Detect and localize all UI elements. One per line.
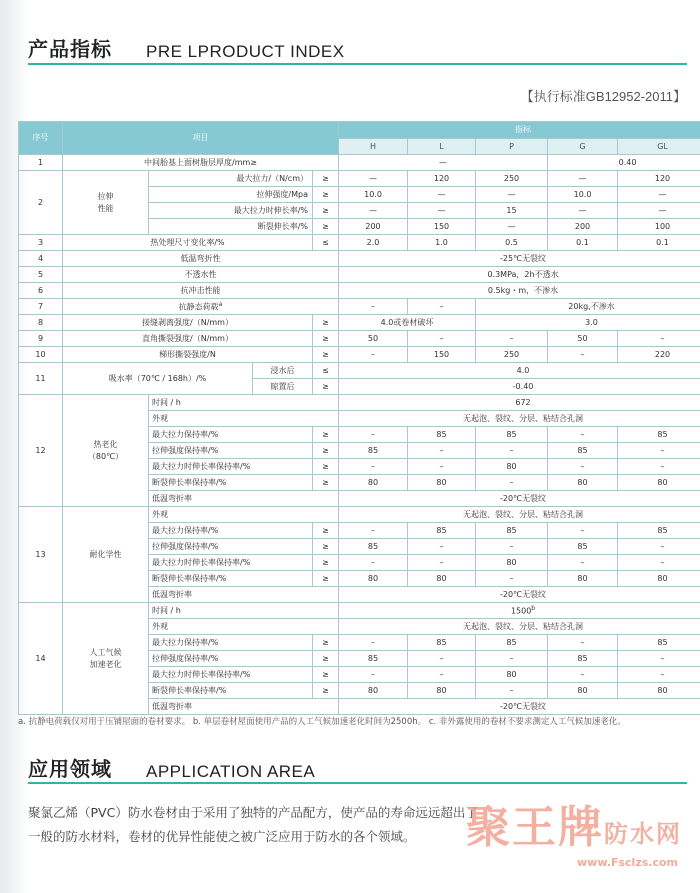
seq-cell: 4 bbox=[19, 251, 63, 267]
value-cell: 10.0 bbox=[548, 187, 618, 203]
value-cell: — bbox=[548, 203, 618, 219]
value-cell: 250 bbox=[476, 347, 548, 363]
op-cell: ≥ bbox=[313, 347, 339, 363]
value-cell: — bbox=[476, 219, 548, 235]
value-cell: – bbox=[408, 539, 476, 555]
item-cell: 最大拉力/（N/cm） bbox=[149, 171, 313, 187]
value-cell: 50 bbox=[548, 331, 618, 347]
op-cell: ≥ bbox=[313, 379, 339, 395]
value-cell: 150 bbox=[408, 347, 476, 363]
seq-cell: 8 bbox=[19, 315, 63, 331]
value-cell: — bbox=[408, 187, 476, 203]
item-cell: 拉伸强度/Mpa bbox=[149, 187, 313, 203]
item-cell: 外观 bbox=[149, 411, 339, 427]
item-cell: 断裂伸长率保持率/% bbox=[149, 571, 313, 587]
value-cell: 85 bbox=[618, 427, 700, 443]
value-cell: – bbox=[476, 443, 548, 459]
value-cell: 4.0 bbox=[339, 363, 700, 379]
value-cell: 4.0或卷材破坏 bbox=[339, 315, 476, 331]
op-cell: ≥ bbox=[313, 475, 339, 491]
seq-cell: 12 bbox=[19, 395, 63, 507]
header-item: 项目 bbox=[63, 122, 339, 155]
seq-cell: 13 bbox=[19, 507, 63, 603]
value-cell: 1.0 bbox=[408, 235, 476, 251]
value-cell: — bbox=[548, 171, 618, 187]
table-row bbox=[19, 331, 700, 347]
section-title-en: APPLICATION AREA bbox=[146, 762, 316, 781]
item-cell: 断裂伸长率保持率/% bbox=[149, 683, 313, 699]
op-cell: ≥ bbox=[313, 555, 339, 571]
value-cell: 80 bbox=[548, 475, 618, 491]
value-cell: 0.40 bbox=[548, 155, 700, 171]
value-cell: 80 bbox=[339, 571, 408, 587]
value-cell: 85 bbox=[476, 427, 548, 443]
value-cell: — bbox=[408, 203, 476, 219]
category-cell: 人工气候 加速老化 bbox=[63, 603, 149, 715]
application-paragraph bbox=[28, 801, 478, 849]
value-cell: – bbox=[618, 331, 700, 347]
seq-cell: 6 bbox=[19, 283, 63, 299]
value-cell: 85 bbox=[408, 427, 476, 443]
value-cell: – bbox=[408, 443, 476, 459]
op-cell: ≤ bbox=[313, 363, 339, 379]
value-cell: 85 bbox=[339, 651, 408, 667]
value-cell: 120 bbox=[618, 171, 700, 187]
value-cell: 80 bbox=[408, 475, 476, 491]
value-cell: 2.0 bbox=[339, 235, 408, 251]
category-cell: 热老化 （80℃） bbox=[63, 395, 149, 507]
item-cell: 最大拉力时伸长率保持率/% bbox=[149, 459, 313, 475]
section-header-application bbox=[28, 750, 315, 782]
op-cell: ≥ bbox=[313, 203, 339, 219]
value-cell: 85 bbox=[548, 443, 618, 459]
op-cell: ≥ bbox=[313, 187, 339, 203]
value-cell: 200 bbox=[548, 219, 618, 235]
op-cell: ≥ bbox=[313, 171, 339, 187]
value-cell: – bbox=[548, 427, 618, 443]
value-cell: 0.1 bbox=[548, 235, 618, 251]
value-cell: 80 bbox=[476, 667, 548, 683]
item-cell: 拉伸强度保持率/% bbox=[149, 443, 313, 459]
seq-cell: 5 bbox=[19, 267, 63, 283]
table-row bbox=[19, 235, 700, 251]
table-row bbox=[19, 283, 700, 299]
value-cell: — bbox=[339, 203, 408, 219]
value-cell: 85 bbox=[339, 443, 408, 459]
value-cell: — bbox=[339, 171, 408, 187]
value-cell: – bbox=[476, 331, 548, 347]
op-cell: ≥ bbox=[313, 459, 339, 475]
value-cell: 85 bbox=[476, 523, 548, 539]
value-cell: 85 bbox=[548, 651, 618, 667]
value-cell: – bbox=[618, 443, 700, 459]
value-cell: 0.3MPa，2h不透水 bbox=[339, 267, 700, 283]
section-header-product-index bbox=[28, 30, 345, 62]
value-cell: – bbox=[476, 571, 548, 587]
item-cell: 最大拉力保持率/% bbox=[149, 427, 313, 443]
value-cell: 10.0 bbox=[339, 187, 408, 203]
value-cell: 80 bbox=[476, 459, 548, 475]
item-cell: 最大拉力保持率/% bbox=[149, 523, 313, 539]
value-cell: – bbox=[339, 427, 408, 443]
item-cell: 最大拉力时伸长率保持率/% bbox=[149, 667, 313, 683]
value-cell: – bbox=[476, 651, 548, 667]
op-cell: ≥ bbox=[313, 219, 339, 235]
value-cell: – bbox=[618, 667, 700, 683]
item-cell: 外观 bbox=[149, 507, 339, 523]
value-cell: 0.5kg・m，不渗水 bbox=[339, 283, 700, 299]
value-cell: — bbox=[476, 187, 548, 203]
value-cell: – bbox=[548, 523, 618, 539]
seq-cell: 3 bbox=[19, 235, 63, 251]
op-cell: ≥ bbox=[313, 331, 339, 347]
item-cell: 断裂伸长率保持率/% bbox=[149, 475, 313, 491]
op-cell: ≥ bbox=[313, 539, 339, 555]
value-cell: 80 bbox=[618, 475, 700, 491]
footnote: a. 抗静电荷载仅对用于压铺屋面的卷材要求。 b. 单层卷材屋面使用产品的人工气候加速老化时间为2500h。 c. 非外露使用的卷材不要求测定人工气候加速老化。 bbox=[18, 717, 626, 727]
value-cell: 1500$^b$ bbox=[339, 603, 700, 619]
value-cell: 85 bbox=[339, 539, 408, 555]
item-cell: 抗静态荷载$^a$ bbox=[63, 299, 339, 315]
op-cell: ≤ bbox=[313, 235, 339, 251]
value-cell: 80 bbox=[476, 555, 548, 571]
item-cell: 拉伸强度保持率/% bbox=[149, 539, 313, 555]
value-cell: 85 bbox=[476, 635, 548, 651]
item-cell: 时间 / h bbox=[149, 603, 339, 619]
value-cell: – bbox=[618, 539, 700, 555]
category-cell: 耐化学性 bbox=[63, 507, 149, 603]
section-divider bbox=[28, 782, 687, 784]
op-cell: ≥ bbox=[313, 667, 339, 683]
value-cell: 无起泡、裂纹、分层、粘结合孔洞 bbox=[339, 619, 700, 635]
item-cell: 最大拉力时伸长率保持率/% bbox=[149, 555, 313, 571]
value-cell: – bbox=[339, 635, 408, 651]
value-cell: – bbox=[548, 667, 618, 683]
section-title-cn: 产品指标 bbox=[28, 37, 112, 61]
item-cell: 外观 bbox=[149, 619, 339, 635]
header-type: G bbox=[548, 139, 618, 155]
sub-item-cell: 晾置后 bbox=[253, 379, 313, 395]
value-cell: – bbox=[339, 523, 408, 539]
item-cell: 时间 / h bbox=[149, 395, 339, 411]
item-cell: 断裂伸长率/% bbox=[149, 219, 313, 235]
seq-cell: 2 bbox=[19, 171, 63, 235]
op-cell: ≥ bbox=[313, 571, 339, 587]
product-index-table bbox=[18, 121, 700, 715]
header-spec: 指标 bbox=[339, 122, 700, 139]
watermark-site: 防水网 bbox=[604, 820, 682, 848]
header-type: GL bbox=[618, 139, 700, 155]
value-cell: 20kg,不渗水 bbox=[476, 299, 700, 315]
value-cell: 85 bbox=[618, 635, 700, 651]
value-cell: 672 bbox=[339, 395, 700, 411]
table-row bbox=[19, 171, 700, 187]
sub-item-cell: 浸水后 bbox=[253, 363, 313, 379]
value-cell: 无起泡、裂纹、分层、粘结合孔洞 bbox=[339, 507, 700, 523]
value-cell: 0.5 bbox=[476, 235, 548, 251]
value-cell: 220 bbox=[618, 347, 700, 363]
paragraph-line: 一般的防水材料，卷材的优异性能使之被广泛应用于防水的各个领域。 bbox=[28, 829, 416, 844]
value-cell: 150 bbox=[408, 219, 476, 235]
value-cell: — bbox=[618, 187, 700, 203]
value-cell: — bbox=[618, 203, 700, 219]
value-cell: 15 bbox=[476, 203, 548, 219]
value-cell: – bbox=[548, 347, 618, 363]
seq-cell: 1 bbox=[19, 155, 63, 171]
section-title-cn: 应用领域 bbox=[28, 757, 112, 781]
value-cell: 80 bbox=[339, 683, 408, 699]
item-cell: 热处理尺寸变化率/% bbox=[63, 235, 313, 251]
seq-cell: 9 bbox=[19, 331, 63, 347]
value-cell: – bbox=[476, 475, 548, 491]
table-row bbox=[19, 267, 700, 283]
value-cell: – bbox=[618, 651, 700, 667]
header-type: P bbox=[476, 139, 548, 155]
value-cell: 80 bbox=[618, 683, 700, 699]
seq-cell: 7 bbox=[19, 299, 63, 315]
table-row bbox=[19, 155, 700, 171]
value-cell: -20℃无裂纹 bbox=[339, 587, 700, 603]
value-cell: 85 bbox=[408, 523, 476, 539]
seq-cell: 14 bbox=[19, 603, 63, 715]
table-row bbox=[19, 251, 700, 267]
value-cell: 0.1 bbox=[618, 235, 700, 251]
value-cell: -20℃无裂纹 bbox=[339, 491, 700, 507]
item-cell: 梯形撕裂强度/N bbox=[63, 347, 313, 363]
paragraph-line: 聚氯乙烯（PVC）防水卷材由于采用了独特的产品配方，使产品的寿命远远超出了 bbox=[28, 805, 478, 820]
value-cell: -0.40 bbox=[339, 379, 700, 395]
item-cell: 低温弯折率 bbox=[149, 491, 339, 507]
watermark-brand: 聚王牌 bbox=[466, 802, 604, 853]
category-cell: 拉伸 性能 bbox=[63, 171, 149, 235]
value-cell: 80 bbox=[548, 683, 618, 699]
value-cell: 85 bbox=[408, 635, 476, 651]
value-cell: – bbox=[408, 331, 476, 347]
item-cell: 中间胎基上面树脂层厚度/mm≥ bbox=[63, 155, 339, 171]
watermark-url: www.Fsclzs.com bbox=[577, 856, 678, 869]
value-cell: – bbox=[548, 555, 618, 571]
value-cell: – bbox=[408, 459, 476, 475]
section-title-en: PRE LPRODUCT INDEX bbox=[146, 42, 345, 61]
item-cell: 抗冲击性能 bbox=[63, 283, 339, 299]
item-cell: 最大拉力保持率/% bbox=[149, 635, 313, 651]
item-cell: 低温弯折率 bbox=[149, 699, 339, 715]
value-cell: – bbox=[476, 683, 548, 699]
value-cell: – bbox=[339, 667, 408, 683]
op-cell: ≥ bbox=[313, 315, 339, 331]
item-cell: 低温弯折率 bbox=[149, 587, 339, 603]
value-cell: – bbox=[618, 555, 700, 571]
item-cell: 不透水性 bbox=[63, 267, 339, 283]
value-cell: – bbox=[548, 635, 618, 651]
op-cell: ≥ bbox=[313, 683, 339, 699]
value-cell: -25℃无裂纹 bbox=[339, 251, 700, 267]
table-row bbox=[19, 347, 700, 363]
value-cell: 80 bbox=[408, 683, 476, 699]
value-cell: – bbox=[618, 459, 700, 475]
value-cell: – bbox=[408, 299, 476, 315]
value-cell: 3.0 bbox=[476, 315, 700, 331]
value-cell: 120 bbox=[408, 171, 476, 187]
op-cell: ≥ bbox=[313, 427, 339, 443]
section-divider bbox=[28, 63, 687, 65]
value-cell: 100 bbox=[618, 219, 700, 235]
standard-label: 【执行标准GB12952-2011】 bbox=[520, 89, 686, 104]
table-row bbox=[19, 395, 700, 411]
op-cell: ≥ bbox=[313, 443, 339, 459]
value-cell: 250 bbox=[476, 171, 548, 187]
seq-cell: 10 bbox=[19, 347, 63, 363]
table-row bbox=[19, 603, 700, 619]
value-cell: – bbox=[408, 667, 476, 683]
item-cell: 吸水率（70℃ / 168h）/% bbox=[63, 363, 253, 395]
value-cell: – bbox=[339, 555, 408, 571]
value-cell: – bbox=[476, 539, 548, 555]
value-cell: – bbox=[548, 459, 618, 475]
value-cell: 80 bbox=[339, 475, 408, 491]
value-cell: – bbox=[408, 555, 476, 571]
table-row bbox=[19, 299, 700, 315]
value-cell: 200 bbox=[339, 219, 408, 235]
value-cell: 85 bbox=[618, 523, 700, 539]
header-seq: 序号 bbox=[19, 122, 63, 155]
header-type: L bbox=[408, 139, 476, 155]
op-cell: ≥ bbox=[313, 651, 339, 667]
table-row bbox=[19, 363, 700, 379]
watermark-logo bbox=[466, 791, 682, 855]
header-type: H bbox=[339, 139, 408, 155]
seq-cell: 11 bbox=[19, 363, 63, 395]
value-cell: – bbox=[339, 299, 408, 315]
item-cell: 直角撕裂强度/（N/mm） bbox=[63, 331, 313, 347]
value-cell: 80 bbox=[618, 571, 700, 587]
value-cell: – bbox=[339, 459, 408, 475]
value-cell: 80 bbox=[548, 571, 618, 587]
table-row bbox=[19, 122, 700, 139]
item-cell: 拉伸强度保持率/% bbox=[149, 651, 313, 667]
value-cell: – bbox=[408, 651, 476, 667]
value-cell: 80 bbox=[408, 571, 476, 587]
item-cell: 接缝剥离强度/（N/mm） bbox=[63, 315, 313, 331]
value-cell: — bbox=[339, 155, 548, 171]
table-row bbox=[19, 507, 700, 523]
value-cell: – bbox=[339, 347, 408, 363]
value-cell: -20℃无裂纹 bbox=[339, 699, 700, 715]
item-cell: 最大拉力时伸长率/% bbox=[149, 203, 313, 219]
op-cell: ≥ bbox=[313, 635, 339, 651]
item-cell: 低温弯折性 bbox=[63, 251, 339, 267]
value-cell: 无起泡、裂纹、分层、粘结合孔洞 bbox=[339, 411, 700, 427]
value-cell: 50 bbox=[339, 331, 408, 347]
table-row bbox=[19, 315, 700, 331]
value-cell: 85 bbox=[548, 539, 618, 555]
op-cell: ≥ bbox=[313, 523, 339, 539]
